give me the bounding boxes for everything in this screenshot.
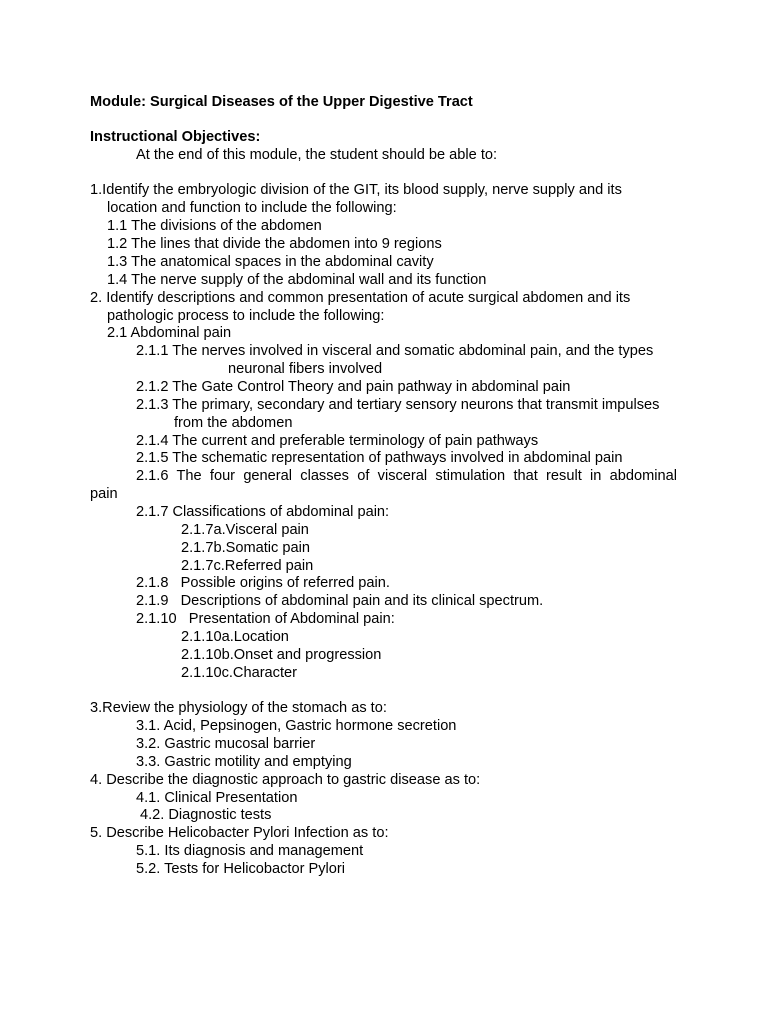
item-2-1-6-continued: pain [90,486,118,502]
item-2-1-3: 2.1.3 The primary, secondary and tertiary sensory neurons that transmit impulses [136,397,660,413]
objective-2-line-1: 2. Identify descriptions and common presentation of acute surgical abdomen and its [90,290,631,306]
objective-4-line-1: 4. Describe the diagnostic approach to gastric disease as to: [90,772,481,788]
objective-1-item: 1.3 The anatomical spaces in the abdominal cavity [107,254,434,270]
item-2-1-1: 2.1.1 The nerves involved in visceral and somatic abdominal pain, and the types [136,343,654,359]
item-2-1-4: 2.1.4 The current and preferable terminology of pain pathways [136,433,539,449]
item-2-1-10-sub: 2.1.10a.Location [181,629,289,645]
item-2-1-7-sub: 2.1.7c.Referred pain [181,558,314,574]
item-2-1-9: 2.1.9 Descriptions of abdominal pain and its clinical spectrum. [136,593,544,609]
objective-4-item: 4.1. Clinical Presentation [136,790,298,806]
objective-1-line-2: location and function to include the following: [107,200,397,216]
objective-1-line-1: 1.Identify the embryologic division of the GIT, its blood supply, nerve supply and its [90,182,622,198]
item-2-1-1-continued: neuronal fibers involved [228,361,383,377]
item-2-1-3-continued: from the abdomen [174,415,293,431]
item-2-1-6: 2.1.6 The four general classes of visceral stimulation that result in abdominal [136,468,677,484]
objective-2-sub-heading: 2.1 Abdominal pain [107,325,232,341]
objective-5-line-1: 5. Describe Helicobacter Pylori Infection as to: [90,825,389,841]
objective-1-item: 1.2 The lines that divide the abdomen into 9 regions [107,236,442,252]
item-2-1-2: 2.1.2 The Gate Control Theory and pain pathway in abdominal pain [136,379,571,395]
item-2-1-7: 2.1.7 Classifications of abdominal pain: [136,504,390,520]
objective-4-item: 4.2. Diagnostic tests [140,807,272,823]
item-2-1-10-sub: 2.1.10b.Onset and progression [181,647,382,663]
item-2-1-7-sub: 2.1.7b.Somatic pain [181,540,310,556]
objective-3-line-1: 3.Review the physiology of the stomach as to: [90,700,387,716]
objective-3-item: 3.3. Gastric motility and emptying [136,754,352,770]
objective-5-item: 5.1. Its diagnosis and management [136,843,364,859]
objective-1-item: 1.4 The nerve supply of the abdominal wall and its function [107,272,487,288]
item-2-1-7-sub: 2.1.7a.Visceral pain [181,522,309,538]
item-2-1-5: 2.1.5 The schematic representation of pathways involved in abdominal pain [136,450,623,466]
intro-text: At the end of this module, the student should be able to: [136,147,498,163]
item-2-1-10: 2.1.10 Presentation of Abdominal pain: [136,611,395,627]
objective-1-item: 1.1 The divisions of the abdomen [107,218,322,234]
objective-5-item: 5.2. Tests for Helicobactor Pylori [136,861,345,877]
objectives-heading: Instructional Objectives: [90,129,261,145]
item-2-1-10-sub: 2.1.10c.Character [181,665,298,681]
objective-3-item: 3.1. Acid, Pepsinogen, Gastric hormone secretion [136,718,457,734]
objective-2-line-2: pathologic process to include the following: [107,308,385,324]
module-title: Module: Surgical Diseases of the Upper Digestive Tract [90,94,473,110]
item-2-1-8: 2.1.8 Possible origins of referred pain. [136,575,390,591]
objective-3-item: 3.2. Gastric mucosal barrier [136,736,316,752]
